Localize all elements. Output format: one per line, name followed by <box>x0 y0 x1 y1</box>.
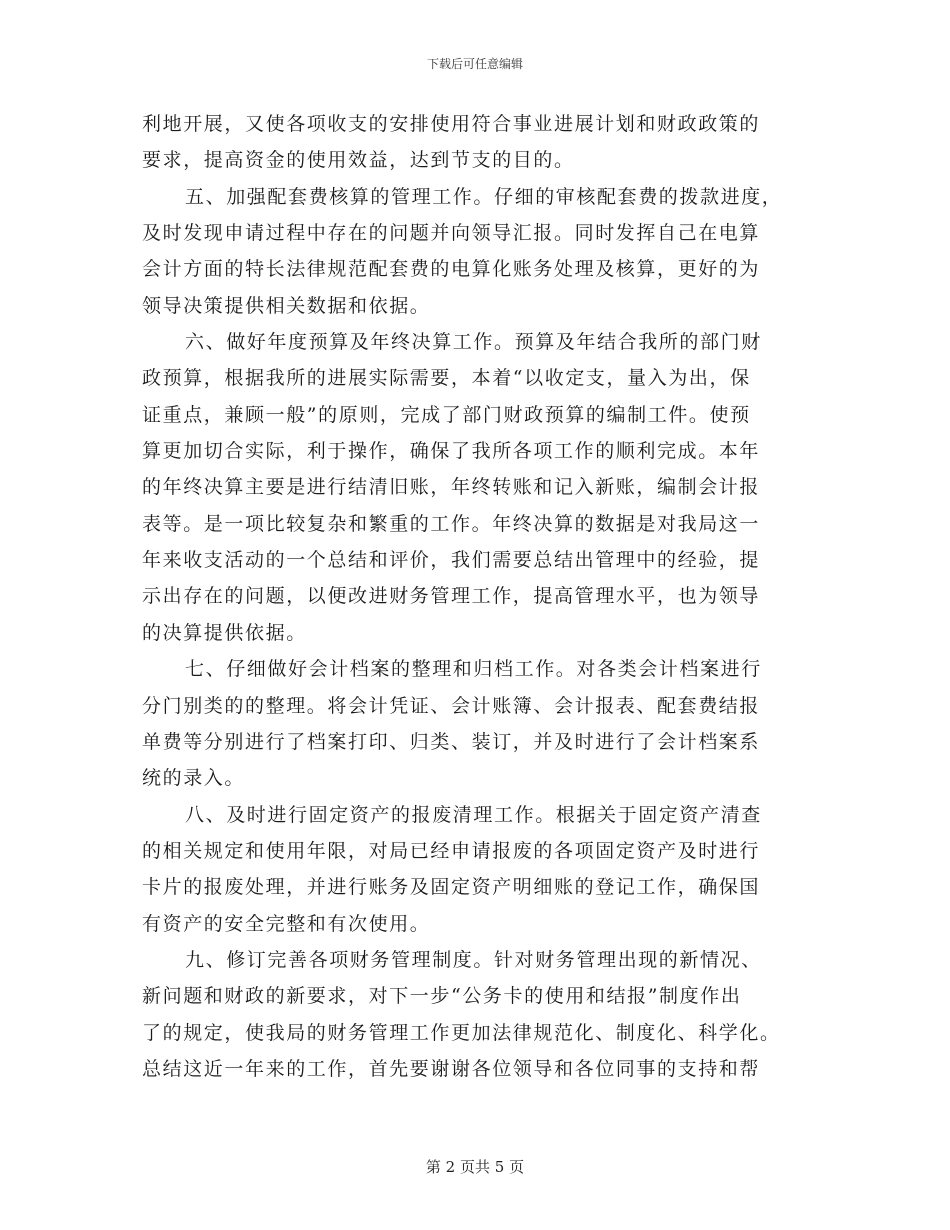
text-line: 九、修订完善各项财务管理制度。针对财务管理出现的新情况、 <box>185 948 762 971</box>
text-line: 表等。是一项比较复杂和繁重的工作。年终决算的数据是对我局这一 <box>142 512 761 535</box>
text-line: 七、仔细做好会计档案的整理和归档工作。对各类会计档案进行 <box>185 658 762 681</box>
text-line: 有资产的安全完整和有次使用。 <box>142 912 431 935</box>
text-line: 示出存在的问题，以便改进财务管理工作，提高管理水平，也为领导 <box>142 585 761 608</box>
text-line: 分门别类的的整理。将会计凭证、会计账簿、会计报表、配套费结报 <box>142 694 761 717</box>
text-line: 了的规定，使我局的财务管理工作更加法律规范化、制度化、科学化。 <box>142 1021 781 1044</box>
text-line: 总结这近一年来的工作，首先要谢谢各位领导和各位同事的支持和帮 <box>142 1057 761 1080</box>
text-line: 单费等分别进行了档案打印、归类、装订，并及时进行了会计档案系 <box>142 730 761 753</box>
text-line: 证重点，兼顾一般”的原则，完成了部门财政预算的编制工件。使预 <box>142 403 751 426</box>
page-header: 下载后可任意编辑 <box>426 57 523 71</box>
text-line: 算更加切合实际，利于操作，确保了我所各项工作的顺利完成。本年 <box>142 440 761 463</box>
text-line: 政预算，根据我所的进展实际需要，本着“以收定支，量入为出，保 <box>142 367 751 390</box>
text-line: 的决算提供依据。 <box>142 621 307 644</box>
text-line: 的相关规定和使用年限，对局已经申请报废的各项固定资产及时进行 <box>142 839 761 862</box>
text-line: 六、做好年度预算及年终决算工作。预算及年结合我所的部门财 <box>185 331 762 354</box>
text-line: 卡片的报废处理，并进行账务及固定资产明细账的登记工作，确保国 <box>142 876 761 899</box>
text-line: 年来收支活动的一个总结和评价，我们需要总结出管理中的经验，提 <box>142 549 761 572</box>
text-line: 利地开展，又使各项收支的安排使用符合事业进展计划和财政政策的 <box>142 113 761 135</box>
text-line: 八、及时进行固定资产的报废清理工作。根据关于固定资产清查 <box>185 803 762 826</box>
text-line: 要求，提高资金的使用效益，达到节支的目的。 <box>142 149 575 172</box>
page-number: 第 2 页共 5 页 <box>425 1158 525 1176</box>
text-line: 的年终决算主要是进行结清旧账，年终转账和记入新账，编制会计报 <box>142 476 761 499</box>
text-line: 五、加强配套费核算的管理工作。仔细的审核配套费的拨款进度， <box>185 185 783 208</box>
text-line: 及时发现申请过程中存在的问题并向领导汇报。同时发挥自己在电算 <box>142 222 761 245</box>
document-body <box>142 106 810 1087</box>
text-line: 领导决策提供相关数据和依据。 <box>142 294 431 317</box>
text-line: 统的录入。 <box>142 767 246 790</box>
text-line: 会计方面的特长法律规范配套费的电算化账务处理及核算，更好的为 <box>142 258 761 281</box>
text-line: 新问题和财政的新要求，对下一步“公务卡的使用和结报”制度作出 <box>142 985 742 1008</box>
